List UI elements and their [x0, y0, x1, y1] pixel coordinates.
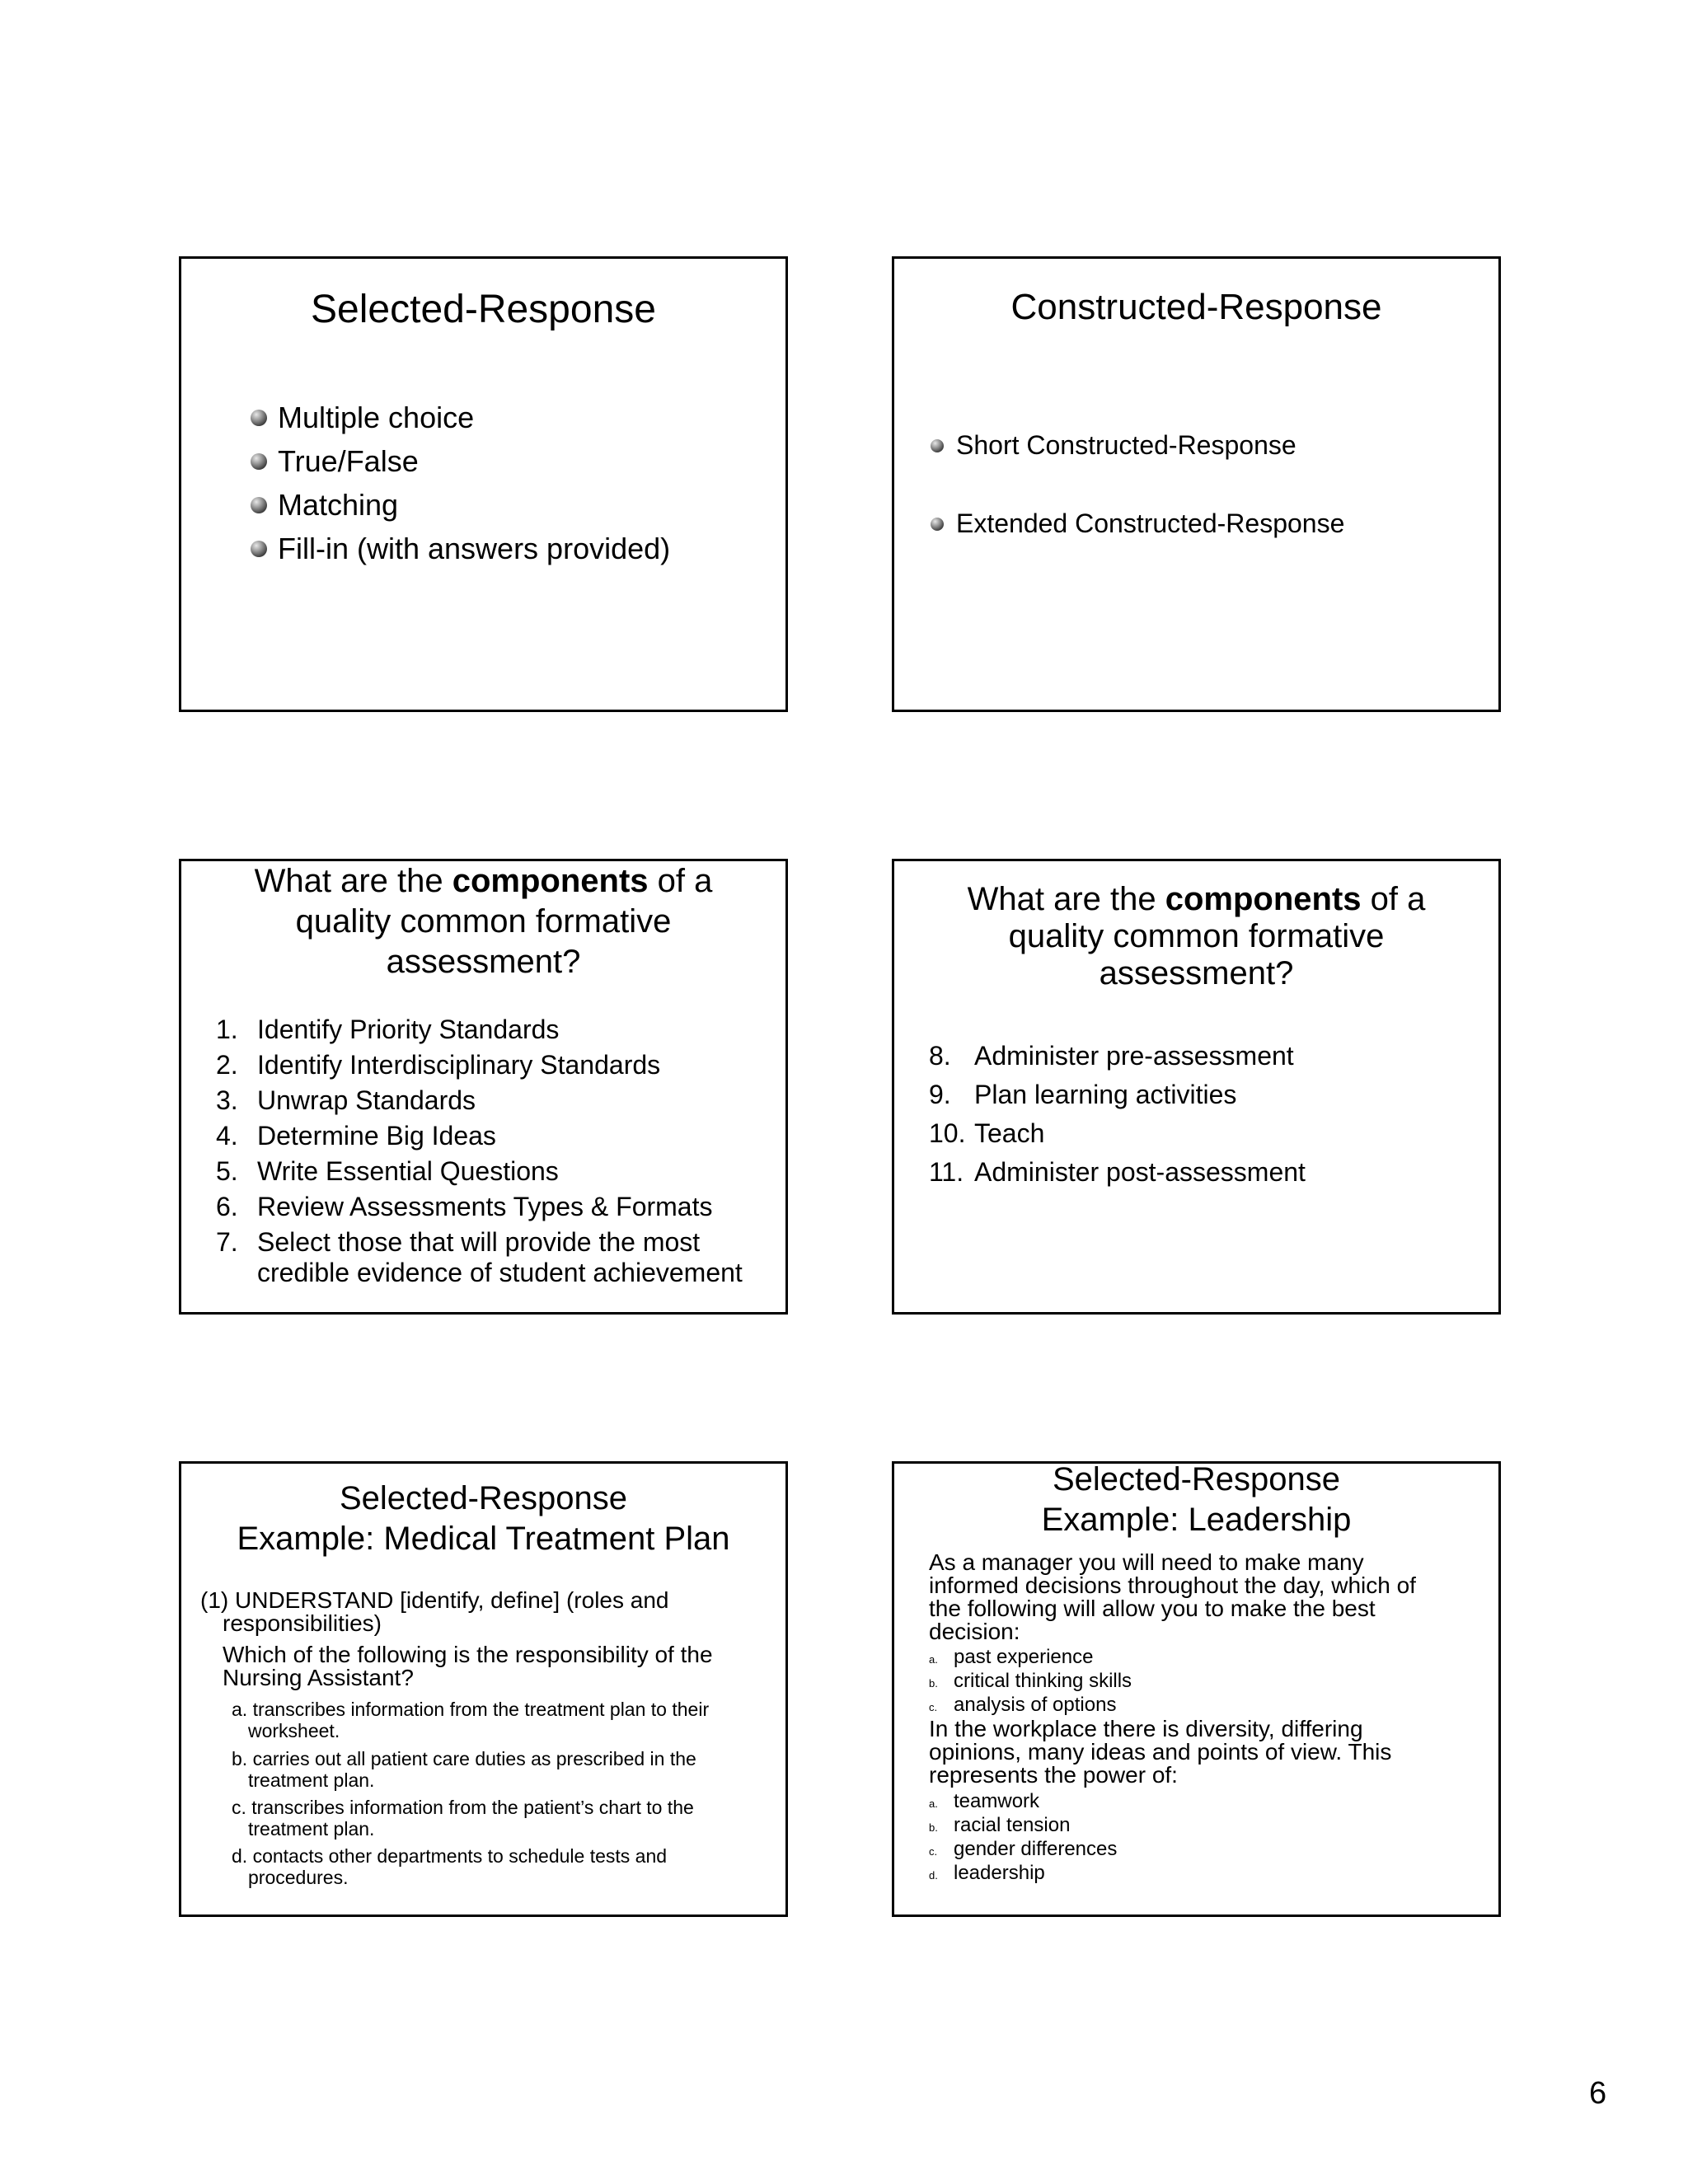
bullet-item: Multiple choice	[251, 401, 474, 435]
bullet-icon	[251, 541, 267, 557]
answer-option: c. analysis of options	[929, 1694, 1117, 1716]
objective-text: (1) UNDERSTAND [identify, define] (roles and	[200, 1587, 669, 1613]
slide-title: What are the components of a quality common formative assessment?	[254, 863, 713, 980]
bullet-icon	[931, 518, 944, 531]
answer-option: d. contacts other departments to schedule tests and	[232, 1845, 668, 1867]
bullet-item: Fill-in (with answers provided)	[251, 532, 670, 566]
question-text: decision:	[929, 1619, 1020, 1644]
slide-example-medical	[179, 1461, 788, 1917]
slide-title: Selected-Response Example: Medical Treatment Plan	[237, 1480, 730, 1557]
question-text: Which of the following is the responsibility of the	[223, 1642, 713, 1667]
answer-option: c. transcribes information from the patient’s chart to the	[232, 1797, 694, 1818]
list-item: 9. Plan learning activities	[929, 1080, 1237, 1109]
slide-selected-response	[179, 256, 788, 712]
list-item-continuation: credible evidence of student achievement	[257, 1258, 743, 1287]
answer-option: treatment plan.	[248, 1818, 375, 1840]
answer-option: d. leadership	[929, 1862, 1045, 1884]
slide-example-leadership	[892, 1461, 1501, 1917]
list-item: 3. Unwrap Standards	[216, 1085, 476, 1115]
question-text: informed decisions throughout the day, which of	[929, 1572, 1416, 1598]
list-item: 2. Identify Interdisciplinary Standards	[216, 1050, 661, 1080]
slide-title: Selected-Response	[311, 288, 656, 331]
question-text: In the workplace there is diversity, differing	[929, 1716, 1363, 1741]
list-item: 6. Review Assessments Types & Formats	[216, 1192, 713, 1221]
question-text: opinions, many ideas and points of view. This	[929, 1739, 1392, 1765]
slide-constructed-response	[892, 256, 1501, 712]
list-item: 7. Select those that will provide the most	[216, 1227, 701, 1257]
list-item: 1. Identify Priority Standards	[216, 1015, 560, 1044]
bullet-icon	[251, 453, 267, 470]
answer-option: a. past experience	[929, 1646, 1094, 1668]
answer-option: a. transcribes information from the treatment plan to their	[232, 1699, 710, 1720]
bullet-item: True/False	[251, 444, 419, 479]
list-item: 4. Determine Big Ideas	[216, 1121, 496, 1151]
slide-components-part2	[892, 859, 1501, 1315]
question-text: represents the power of:	[929, 1762, 1178, 1788]
answer-option: b. carries out all patient care duties as prescribed in the	[232, 1748, 696, 1769]
question-text: As a manager you will need to make many	[929, 1549, 1364, 1575]
question-text: Nursing Assistant?	[223, 1665, 414, 1690]
bullet-icon	[251, 410, 267, 426]
slide-title: Selected-Response Example: Leadership	[1041, 1461, 1352, 1538]
list-item: 8. Administer pre-assessment	[929, 1041, 1294, 1071]
answer-option: worksheet.	[248, 1720, 340, 1741]
slide-components-part1	[179, 859, 788, 1315]
answer-option: b. racial tension	[929, 1814, 1071, 1836]
list-item: 10. Teach	[929, 1118, 1045, 1148]
page-number: 6	[1589, 2076, 1607, 2111]
bullet-item: Short Constructed-Response	[931, 430, 1296, 461]
slide-title: What are the components of a quality common formative assessment?	[967, 881, 1426, 991]
answer-option: a. teamwork	[929, 1790, 1040, 1812]
answer-option: procedures.	[248, 1867, 349, 1888]
answer-option: c. gender differences	[929, 1838, 1118, 1860]
bullet-icon	[931, 439, 944, 452]
answer-option: b. critical thinking skills	[929, 1670, 1132, 1692]
objective-text: responsibilities)	[223, 1610, 382, 1636]
list-item: 11. Administer post-assessment	[929, 1157, 1306, 1187]
bullet-icon	[251, 497, 267, 513]
answer-option: treatment plan.	[248, 1769, 375, 1791]
bullet-item: Matching	[251, 488, 398, 523]
question-text: the following will allow you to make the best	[929, 1596, 1376, 1621]
list-item: 5. Write Essential Questions	[216, 1156, 559, 1186]
bullet-item: Extended Constructed-Response	[931, 509, 1344, 539]
slide-title: Constructed-Response	[1010, 287, 1382, 327]
